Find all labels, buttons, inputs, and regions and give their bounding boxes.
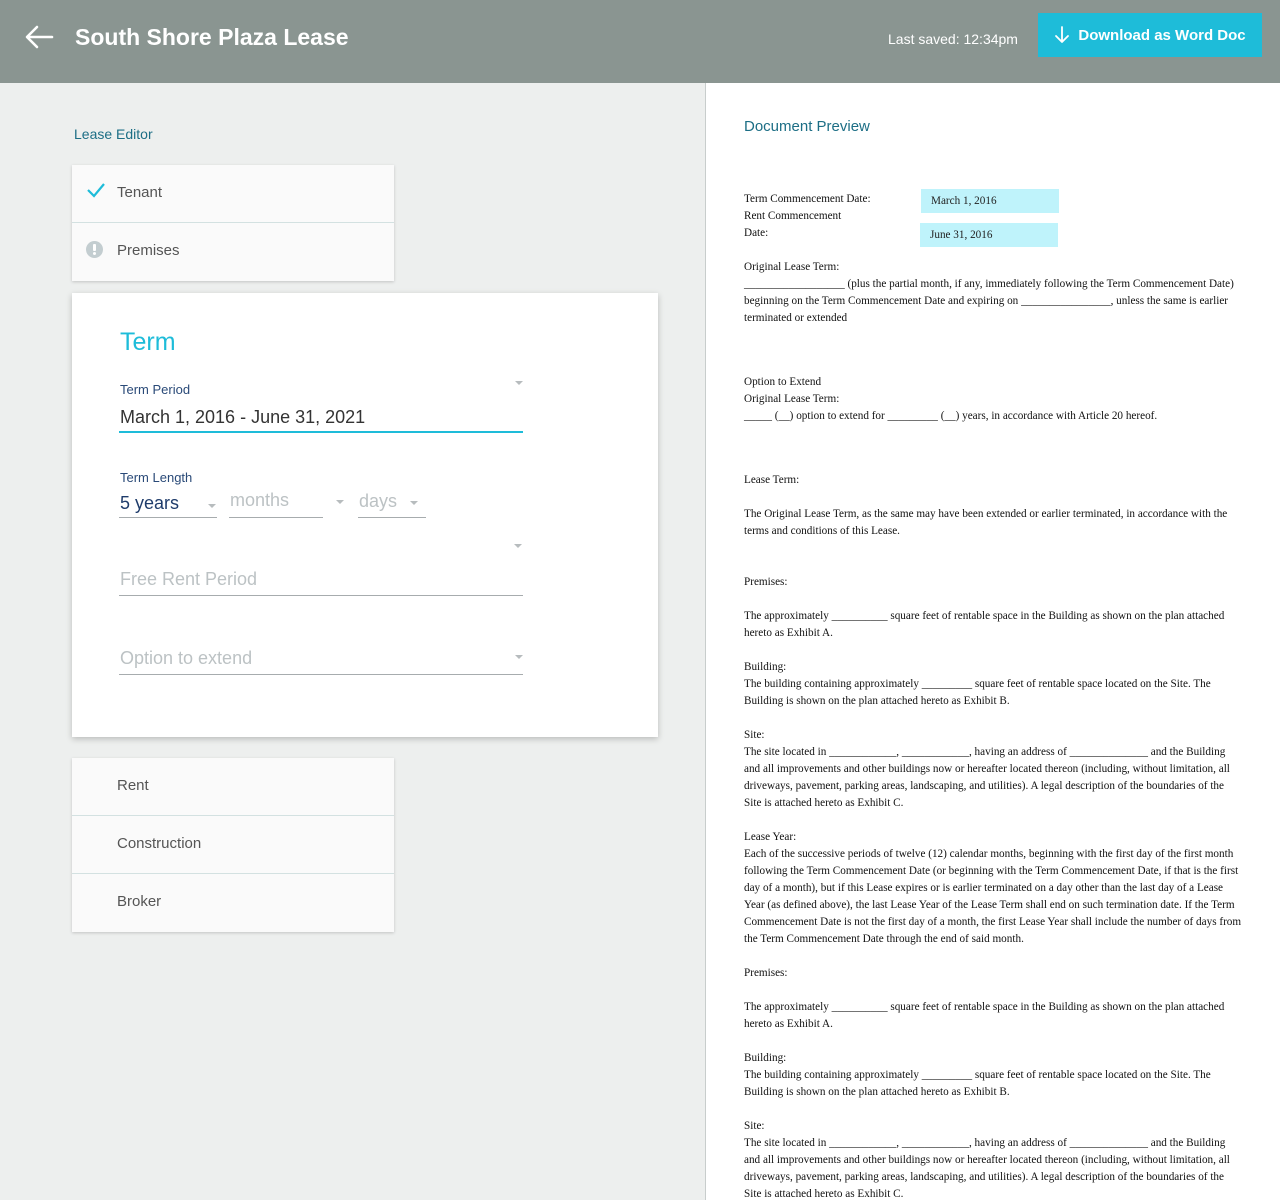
doc-line: Premises: [744, 967, 788, 979]
chevron-down-icon[interactable] [515, 655, 523, 659]
editor-sections-bottom [72, 758, 394, 932]
doc-paragraph [744, 259, 1244, 327]
section-label: Premises [117, 242, 180, 259]
doc-line: The approximately __________ square feet of rentable space in the Building as shown on the plan attached hereto as Exhibit A. [744, 1001, 1225, 1030]
doc-line: The building containing approximately _________ square feet of rentable space located on the Site. The Building is shown on the plan attached hereto as Exhibit B. [744, 1069, 1211, 1098]
section-tenant[interactable] [72, 165, 394, 223]
doc-line: Date: [744, 227, 769, 239]
download-icon [1054, 26, 1070, 44]
doc-paragraph [744, 374, 1244, 425]
section-construction[interactable] [72, 816, 394, 874]
doc-line: The site located in ____________, ____________, having an address of ______________ and the Building and all improvements and other buildings now or hereafter located thereon (including, without limitation, all driveways, pavement, parking areas, landscaping, and utilities). A legal description of the boundaries of the Site is attached hereto as Exhibit C. [744, 1137, 1230, 1200]
term-period-label: Term Period [120, 382, 191, 397]
doc-line: Building: [744, 1052, 787, 1064]
doc-line: __________________ (plus the partial month, if any, immediately following the Term Commencement Date) beginning on the Term Commencement Date and expiring on ________________, unless the same is earlier terminated or extended [744, 278, 1234, 324]
doc-paragraph [744, 472, 1244, 489]
section-premises[interactable] [72, 223, 394, 281]
doc-line: Premises: [744, 576, 788, 588]
doc-paragraph [744, 1050, 1244, 1101]
doc-line: Site: [744, 729, 765, 741]
page-title: South Shore Plaza Lease [75, 24, 349, 50]
doc-paragraph [744, 1118, 1244, 1200]
check-icon [86, 181, 106, 199]
doc-paragraph [744, 965, 1244, 982]
free-rent-underline [119, 595, 523, 596]
chevron-down-icon[interactable] [208, 504, 216, 508]
free-rent-input[interactable]: Free Rent Period [120, 569, 258, 589]
download-word-button[interactable] [1038, 13, 1262, 57]
doc-line: Option to Extend [744, 376, 822, 388]
document-body [744, 191, 1244, 1200]
rent-commencement-highlight[interactable]: June 31, 2016 [920, 223, 1058, 247]
doc-line: Original Lease Term: [744, 261, 840, 273]
years-select[interactable]: 5 years [120, 493, 180, 513]
chevron-down-icon[interactable] [410, 501, 418, 505]
doc-paragraph [744, 727, 1244, 812]
term-period-underline [119, 431, 523, 433]
section-broker[interactable] [72, 874, 394, 932]
doc-line: The site located in ____________, ____________, having an address of ______________ and the Building and all improvements and other buildings now or hereafter located thereon (including, without limitation, all driveways, pavement, parking areas, landscaping, and utilities). A legal description of the boundaries of the Site is attached hereto as Exhibit C. [744, 746, 1230, 809]
section-rent[interactable] [72, 758, 394, 816]
doc-paragraph [744, 659, 1244, 710]
doc-line: Lease Term: [744, 474, 800, 486]
days-underline [358, 517, 426, 518]
doc-line: _____ (__) option to extend for _________ (__) years, in accordance with Article 20 hereof. [744, 410, 1158, 422]
document-preview-panel[interactable] [705, 83, 1280, 1200]
option-extend-underline [119, 674, 523, 675]
doc-line: Each of the successive periods of twelve (12) calendar months, beginning with the first day of the first month following the Term Commencement Date (or beginning with the Term Commencement Date, if that is the first day of a month), but if this Lease expires or is earlier terminated on a day other than the last day of a Lease Year (as defined above), the last Lease Year of the Lease Term shall end on such termination date. If the Term Commencement Date is not the first day of a month, the first Lease Year shall include the number of days from the Term Commencement Date through the end of said month. [744, 848, 1242, 945]
chevron-down-icon[interactable] [515, 381, 523, 385]
doc-paragraph [744, 506, 1244, 540]
alert-icon [86, 241, 103, 258]
doc-line: The approximately __________ square feet of rentable space in the Building as shown on the plan attached hereto as Exhibit A. [744, 610, 1225, 639]
doc-paragraph [744, 574, 1244, 591]
last-saved-status: Last saved: 12:34pm [888, 31, 1018, 47]
months-select[interactable]: months [230, 490, 290, 510]
doc-line: Building: [744, 661, 787, 673]
doc-paragraph [744, 608, 1244, 642]
doc-paragraph [744, 829, 1244, 948]
section-label: Tenant [117, 184, 163, 201]
doc-paragraph [744, 999, 1244, 1033]
term-section-card [72, 293, 658, 737]
chevron-down-icon[interactable] [514, 544, 522, 548]
download-label: Download as Word Doc [1078, 26, 1246, 44]
chevron-down-icon[interactable] [336, 500, 344, 504]
top-bar [0, 0, 1280, 83]
months-underline [229, 517, 323, 518]
option-extend-select[interactable]: Option to extend [120, 648, 253, 668]
doc-line: Term Commencement Date: [744, 193, 871, 205]
term-commencement-highlight[interactable]: March 1, 2016 [921, 189, 1059, 213]
doc-line: The Original Lease Term, as the same may have been extended or earlier terminated, in accordance with the terms and conditions of this Lease. [744, 508, 1228, 537]
doc-line: Site: [744, 1120, 765, 1132]
section-label: Broker [117, 893, 162, 910]
doc-line: Lease Year: [744, 831, 797, 843]
lease-editor-label: Lease Editor [74, 126, 153, 142]
document-preview-label: Document Preview [744, 118, 870, 135]
back-arrow-icon[interactable] [22, 22, 56, 52]
section-label: Rent [117, 777, 149, 794]
doc-line: The building containing approximately _________ square feet of rentable space located on the Site. The Building is shown on the plan attached hereto as Exhibit B. [744, 678, 1211, 707]
years-underline [119, 517, 217, 518]
section-label: Construction [117, 835, 202, 852]
term-period-input[interactable]: March 1, 2016 - June 31, 2021 [120, 407, 366, 427]
days-select[interactable]: days [359, 491, 398, 511]
term-title: Term [120, 328, 176, 356]
editor-sections-top [72, 165, 394, 281]
term-length-label: Term Length [120, 470, 193, 485]
doc-line: Original Lease Term: [744, 393, 840, 405]
doc-line: Rent Commencement [744, 210, 842, 222]
